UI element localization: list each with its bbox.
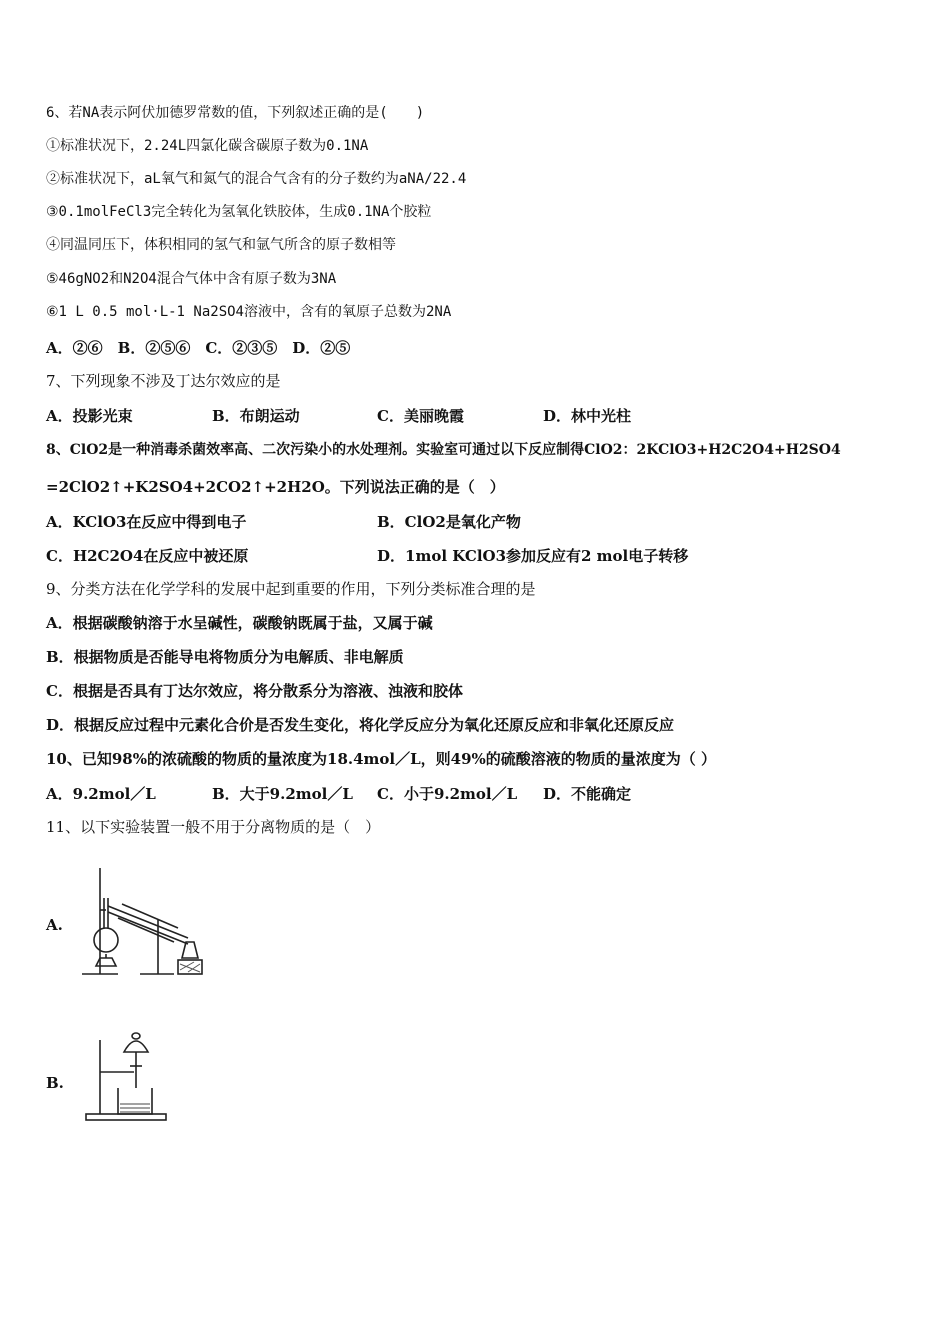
distillation-apparatus-figure xyxy=(78,862,208,980)
q10-stem: 10、已知98%的浓硫酸的物质的量浓度为18.4mol／L，则49%的硫酸溶液的物质的量浓度为（ ） xyxy=(46,750,717,768)
q9-option-d: D．根据反应过程中元素化合价是否发生变化，将化学反应分为氧化还原反应和非氧化还原反应 xyxy=(46,716,675,734)
q6-statement-5: ⑤46gNO2和N2O4混合气体中含有原子数为3NA xyxy=(46,271,337,287)
q9-option-c: C．根据是否具有丁达尔效应，将分散系分为溶液、浊液和胶体 xyxy=(46,682,463,700)
q8-option-d: D．1mol KClO3参加反应有2 mol电子转移 xyxy=(377,547,689,565)
q11-option-b-label: B. xyxy=(46,1074,64,1092)
q11-option-a-label: A. xyxy=(46,916,63,934)
q7-stem: 7、下列现象不涉及丁达尔效应的是 xyxy=(46,372,281,390)
q10-option-a: A．9.2mol／L xyxy=(46,785,156,803)
q10-option-c: C．小于9.2mol／L xyxy=(377,785,518,803)
q7-option-b: B．布朗运动 xyxy=(212,407,300,425)
q8-stem-line-2: =2ClO2↑+K2SO4+2CO2↑+2H2O。下列说法正确的是（ ） xyxy=(46,478,505,496)
q6-statement-4: ④同温同压下，体积相同的氢气和氩气所含的原子数相等 xyxy=(46,237,396,253)
q9-option-b: B．根据物质是否能导电将物质分为电解质、非电解质 xyxy=(46,648,404,666)
q8-option-b: B．ClO2是氧化产物 xyxy=(377,513,521,531)
q6-options: A．②⑥ B．②⑤⑥ C．②③⑤ D．②⑤ xyxy=(46,339,351,357)
separatory-funnel-apparatus-figure xyxy=(82,1026,172,1126)
q6-stem: 6、若NA表示阿伏加德罗常数的值，下列叙述正确的是( ) xyxy=(46,105,425,121)
q6-statement-6: ⑥1 L 0.5 mol·L-1 Na2SO4溶液中，含有的氧原子总数为2NA xyxy=(46,304,452,320)
q9-stem: 9、分类方法在化学学科的发展中起到重要的作用，下列分类标准合理的是 xyxy=(46,580,536,598)
q10-option-b: B．大于9.2mol／L xyxy=(212,785,353,803)
q10-option-d: D．不能确定 xyxy=(543,785,632,803)
q8-option-c: C．H2C2O4在反应中被还原 xyxy=(46,547,249,565)
q6-statement-1: ①标准状况下，2.24L四氯化碳含碳原子数为0.1NA xyxy=(46,138,369,154)
q6-statement-3: ③0.1molFeCl3完全转化为氢氧化铁胶体，生成0.1NA个胶粒 xyxy=(46,204,432,220)
q8-option-a: A．KClO3在反应中得到电子 xyxy=(46,513,247,531)
q7-option-a: A．投影光束 xyxy=(46,407,133,425)
q8-stem-line-1: 8、ClO2是一种消毒杀菌效率高、二次污染小的水处理剂。实验室可通过以下反应制得ClO2：2KClO3+H2C2O4+H2SO4 xyxy=(46,442,841,458)
q7-option-c: C．美丽晚霞 xyxy=(377,407,464,425)
q9-option-a: A．根据碳酸钠溶于水呈碱性，碳酸钠既属于盐，又属于碱 xyxy=(46,614,433,632)
q7-option-d: D．林中光柱 xyxy=(543,407,632,425)
q11-stem: 11、以下实验装置一般不用于分离物质的是（ ） xyxy=(46,818,381,836)
q6-statement-2: ②标准状况下，aL氧气和氮气的混合气含有的分子数约为aNA/22.4 xyxy=(46,171,467,187)
